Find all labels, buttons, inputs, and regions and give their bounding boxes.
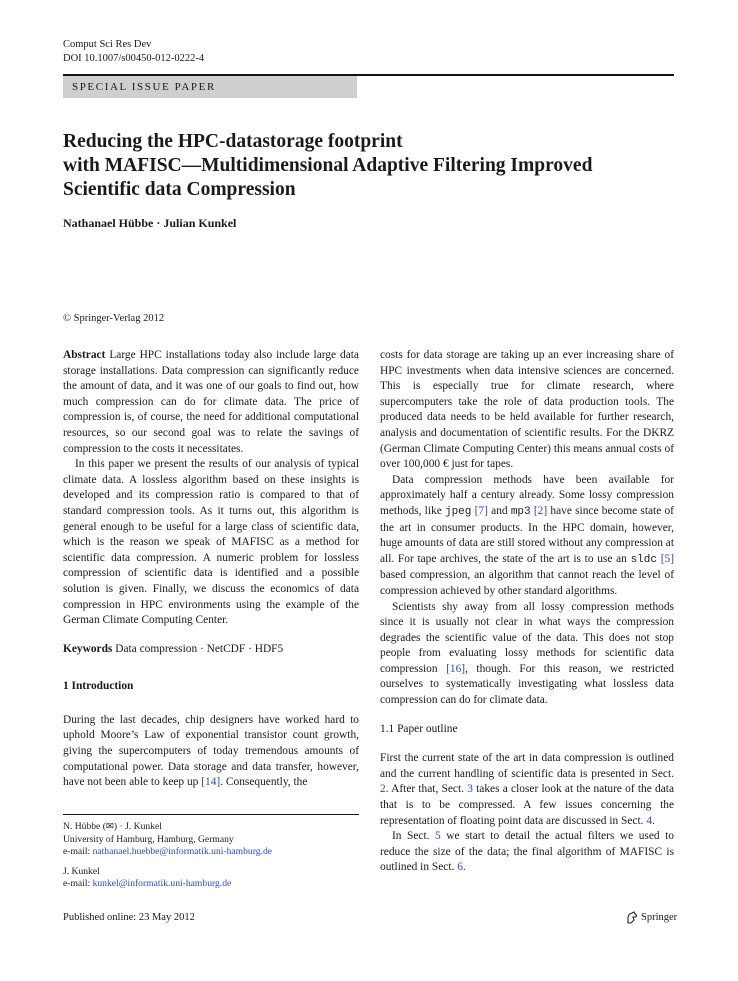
footnote-line: University of Hamburg, Hamburg, Germany — [63, 833, 234, 845]
body-text: . After that, Sect. — [385, 783, 468, 796]
body-paragraph: costs for data storage are taking up an ever increasing share of HPC investments when data intensive sciences are concerned. This is especially true for climate research, where supercomputers take the role of data production tools. The produced data needs to be held available for further research, analysis and documentation of scientific results. For the DKRZ (German Climate Computing Center) this means annual costs of over 100,000 € just for tapes. — [380, 349, 674, 471]
section-link[interactable]: 6 — [457, 861, 463, 874]
citation-link[interactable]: [7] — [474, 504, 488, 517]
body-text: Scientists shy away from all lossy compression methods since it is usually not clear in what ways the compression degrades the scientific value of the data. This does not stop people from evaluating lossy methods for scientific data compression — [380, 600, 674, 675]
intro-paragraph — [63, 713, 359, 791]
title-line: with MAFISC—Multidimensional Adaptive Filtering Improved — [63, 155, 593, 176]
intro-text: During the last decades, chip designers have worked hard to uphold Moore’s Law of exponential transistor count growth, giving the supercomputers of today tremendous amounts of computational power. Data storage and data transfer, however, have not been able to keep up — [63, 713, 359, 789]
email-label: e-mail: — [63, 878, 93, 890]
keywords — [63, 642, 359, 658]
section-heading-introduction: 1 Introduction — [63, 680, 134, 693]
journal-name: Comput Sci Res Dev — [63, 39, 152, 50]
email-link[interactable]: nathanael.huebbe@informatik.uni-hamburg.de — [92, 846, 273, 858]
body-text: have since become state of the art in consumer products. In the HPC domain, however, huge amounts of data are still stored without any compression at all. For tape archives, the state of the art is to use an — [380, 504, 674, 565]
body-text: we start to detail the actual filters we used to reduce the size of the data; the final algorithm of MAFISC is outlined in Sect. — [380, 830, 674, 874]
citation-link[interactable]: [5] — [660, 552, 674, 565]
journal-header — [63, 38, 204, 66]
keywords-label: Keywords — [63, 642, 113, 655]
body-paragraph — [380, 829, 674, 876]
publisher-name: Springer — [641, 912, 678, 923]
subsection-heading-outline: 1.1 Paper outline — [380, 722, 458, 735]
email-link[interactable]: kunkel@informatik.uni-hamburg.de — [92, 878, 232, 890]
abstract-label: Abstract — [63, 349, 106, 361]
springer-horse-icon — [626, 911, 638, 924]
authors: Nathanael Hübbe · Julian Kunkel — [63, 216, 237, 230]
code-jpeg: jpeg — [444, 505, 472, 518]
body-paragraph — [380, 473, 674, 600]
body-text: In Sect. — [392, 830, 436, 843]
abstract-paragraph — [63, 348, 359, 457]
doi: DOI 10.1007/s00450-012-0222-4 — [63, 53, 205, 64]
footnote-line — [63, 878, 359, 891]
body-text: Data compression methods have been available for approximately half a century already. Some lossy compression methods, like — [380, 473, 674, 517]
body-text: . — [652, 814, 655, 827]
keywords-text: Data compression · NetCDF · HDF5 — [115, 642, 284, 655]
section-banner: SPECIAL ISSUE PAPER — [63, 76, 357, 98]
body-text: , though. For this reason, we restricted ourselves to systematically investigating what lossless data compression can do for climate data. — [380, 662, 674, 707]
body-text: takes a closer look at the nature of the data that is to be compressed. A few issues concerning the representation of floating point data are discussed in Sect. — [380, 783, 674, 827]
body-text: First the current state of the art in data compression is outlined and the current handling of scientific data is presented in Sect. — [380, 752, 674, 780]
title-line: Reducing the HPC-datastorage footprint — [63, 131, 403, 152]
citation-link[interactable]: [2] — [533, 504, 548, 517]
body-paragraph — [380, 600, 674, 709]
code-mp3: mp3 — [510, 505, 531, 518]
abstract-text: Large HPC installations today also include large data storage installations. Data compression can significantly reduce the amount of data, and it was one of our goals to find out, how much compression can do for climate data. The price of compression is, of course, the need for additional computational resources, so our second goal was to relate the savings of compression to the costs it necessitates. — [63, 349, 359, 455]
section-link[interactable]: 5 — [435, 830, 441, 843]
title-line: Scientific data Compression — [63, 179, 296, 200]
abstract-paragraph-2: In this paper we present the results of our analysis of typical climate data. A lossless algorithm based on these insights is developed and its compression ratio is compared to that of standard compression tools. As it turns out, this algorithm is general enough to be useful for a large class of scientific data, which is the reason we speak of MAFISC as a method for scientific data compression. A numeric problem for lossless compression of scientific data is identified and a possible solution is given. Finally, we discuss the economics of data compression in HPC environments using the example of the German Climate Computing Center. — [63, 458, 359, 627]
code-sldc: sldc — [630, 553, 657, 566]
publisher-logo — [626, 911, 677, 924]
copyright: © Springer-Verlag 2012 — [63, 313, 165, 324]
published-date: Published online: 23 May 2012 — [63, 912, 195, 923]
author-footnote — [63, 821, 359, 891]
intro-text: . Consequently, the — [220, 776, 308, 789]
section-link[interactable]: 3 — [467, 783, 473, 796]
section-link[interactable]: 4 — [646, 814, 653, 827]
footnote-rule — [63, 814, 359, 815]
left-column — [63, 348, 359, 791]
paper-title — [63, 130, 683, 202]
citation-link[interactable]: [16] — [446, 662, 466, 675]
body-text: and — [487, 504, 511, 517]
footnote-line: J. Kunkel — [63, 865, 100, 877]
body-paragraph — [380, 751, 674, 829]
body-text: . — [462, 861, 466, 874]
email-label: e-mail: — [63, 846, 93, 858]
section-link[interactable]: 2 — [380, 783, 386, 796]
right-column — [380, 348, 674, 876]
footnote-line — [63, 846, 359, 859]
footnote-line: N. Hübbe (✉) · J. Kunkel — [63, 821, 162, 832]
body-text: based compression, an algorithm that cannot reach the level of compression achieved by other standard algorithms. — [380, 569, 674, 597]
citation-link[interactable]: [14] — [201, 776, 221, 789]
